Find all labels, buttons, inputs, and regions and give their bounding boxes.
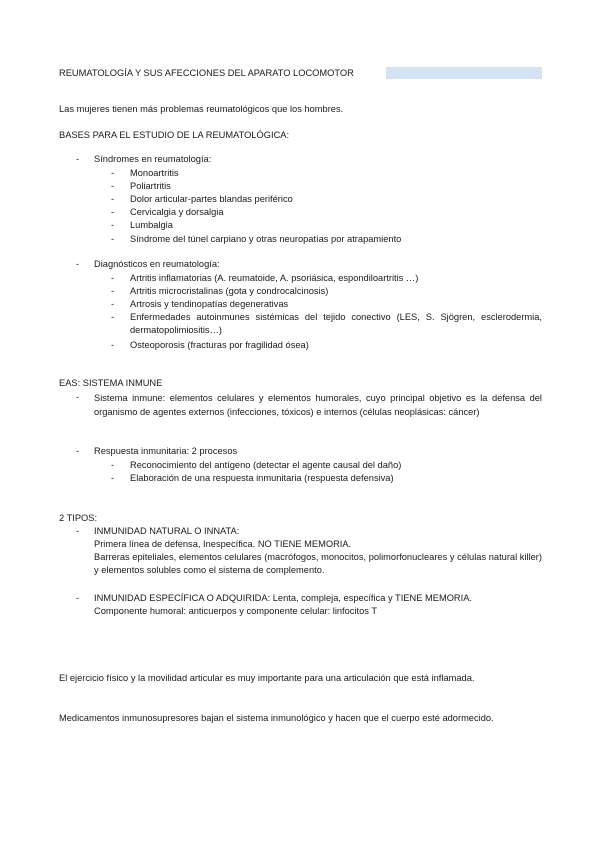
diagnostics-label: Diagnósticos en reumatología: [94, 259, 220, 269]
list-dash: - [111, 473, 115, 483]
diagnostic-item: Artrosis y tendinopatías degenerativas [130, 299, 289, 309]
list-dash: - [111, 312, 115, 322]
list-dash: - [111, 286, 115, 296]
list-dash: - [111, 207, 115, 217]
innate-line: Barreras epiteliales, elementos celulares (macrófogos, monocitos, polimorfonucleares y células natural killer) y elementos solubles como el sistema de complemento. [94, 552, 542, 575]
syndrome-item: Monoartritis [130, 168, 179, 178]
list-dash: - [76, 593, 80, 603]
response-label: Respuesta inmunitaria: 2 procesos [94, 446, 238, 456]
list-dash: - [111, 194, 115, 204]
exercise-note: El ejercicio físico y la movilidad articular es muy importante para una articulación que está inflamada. [59, 673, 475, 683]
list-dash: - [76, 526, 80, 536]
acquired-title: INMUNIDAD ESPECÍFICA O ADQUIRIDA: Lenta, compleja, específica y TIENE MEMORIA. [94, 593, 473, 603]
immune-system-text: Sistema inmune: elementos celulares y elementos humorales, cuyo principal objetivo es la defensa del organismo de agentes externos (infecciones, tóxicos) e internos (células neoplásicas: cáncer) [94, 393, 542, 417]
diagnostic-item: Artritis inflamatorias (A. reumatoide, A. psoriásica, espondiloartritis …) [130, 273, 419, 283]
types-heading: 2 TIPOS: [59, 513, 98, 523]
syndrome-item: Poliartritis [130, 181, 171, 191]
syndromes-label: Síndromes en reumatología: [94, 154, 212, 164]
syndrome-item: Lumbalgia [130, 220, 173, 230]
response-item: Elaboración de una respuesta inmunitaria (respuesta defensiva) [130, 473, 394, 483]
syndrome-item: Síndrome del túnel carpiano y otras neuropatías por atrapamiento [130, 234, 402, 244]
syndrome-item: Dolor articular-partes blandas periférico [130, 194, 293, 204]
eas-heading: EAS: SISTEMA INMUNE [59, 378, 163, 388]
diagnostic-item: Osteoporosis (fracturas por fragilidad ósea) [130, 340, 309, 350]
syndrome-item: Cervicalgia y dorsalgia [130, 207, 224, 217]
innate-line: Primera línea de defensa, Inespecífica. NO TIENE MEMORIA. [94, 539, 352, 549]
bases-heading: BASES PARA EL ESTUDIO DE LA REUMATOLÓGICA: [59, 130, 290, 140]
list-dash: - [111, 181, 115, 191]
doc-title: REUMATOLOGÍA Y SUS AFECCIONES DEL APARATO LOCOMOTOR [59, 68, 354, 78]
intro-text: Las mujeres tienen más problemas reumatológicos que los hombres. [59, 104, 344, 114]
diagnostic-item: Enfermedades autoinmunes sistémicas del tejido conectivo (LES, S. Sjögren, esclerodermia, dermatopolimiositis…) [130, 312, 542, 335]
diagnostic-item: Artritis microcristalinas (gota y condrocalcinosis) [130, 286, 329, 296]
acquired-line: Componente humoral: anticuerpos y componente celular: linfocitos T [94, 606, 378, 616]
list-dash: - [111, 460, 115, 470]
list-dash: - [76, 154, 80, 164]
list-dash: - [111, 299, 115, 309]
innate-title: INMUNIDAD NATURAL O INNATA: [94, 526, 240, 536]
list-dash: - [76, 392, 80, 402]
title-highlight [386, 67, 542, 79]
list-dash: - [111, 168, 115, 178]
list-dash: - [111, 273, 115, 283]
response-item: Reconocimiento del antígeno (detectar el agente causal del daño) [130, 460, 402, 470]
list-dash: - [111, 234, 115, 244]
medication-note: Medicamentos inmunosupresores bajan el sistema inmunológico y hacen que el cuerpo esté adormecido. [59, 713, 494, 723]
list-dash: - [111, 340, 115, 350]
list-dash: - [76, 259, 80, 269]
list-dash: - [111, 220, 115, 230]
list-dash: - [76, 446, 80, 456]
